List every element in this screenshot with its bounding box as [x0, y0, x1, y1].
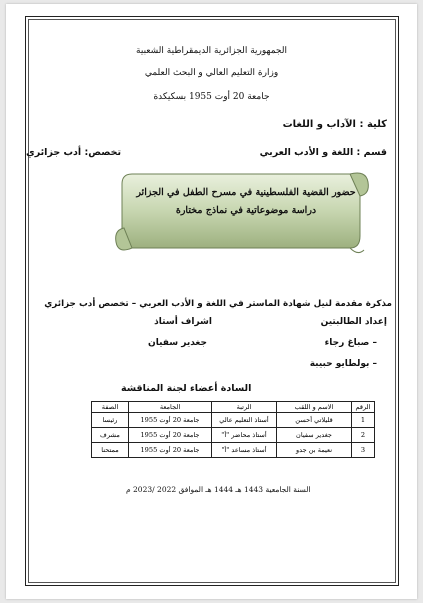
cell-university: جامعة 20 أوت 1955 [129, 443, 212, 458]
header-name: الاسم و اللقب [277, 402, 352, 413]
academic-year: السنة الجامعية 1443 هـ 1444 هـ الموافق 2022 /2023 م [126, 485, 311, 494]
table-row [92, 428, 375, 443]
cell-university: جامعة 20 أوت 1955 [129, 413, 212, 428]
student-2-text: بولطايو حبيبة [309, 359, 370, 369]
table-row [92, 413, 375, 428]
department-name: قسم : اللغة و الأدب العربي [259, 147, 387, 158]
document-page [6, 4, 417, 599]
student-2-name: – بولطايو حبيبة [309, 359, 377, 369]
faculty-name: كلية : الآداب و اللغات [282, 119, 387, 130]
student-1-text: صباغ رجاء [324, 338, 370, 348]
cell-university: جامعة 20 أوت 1955 [129, 428, 212, 443]
university-name: جامعة 20 أوت 1955 بسكيكدة [153, 92, 270, 102]
header-university: الجامعة [129, 402, 212, 413]
supervisor-label: اشراف أستاذ [154, 317, 212, 327]
cell-role: رئيسا [92, 413, 129, 428]
table-row [92, 443, 375, 458]
cell-number: 3 [352, 443, 375, 458]
cell-name: نعيمة بن جدو [277, 443, 352, 458]
cell-name: جغدير سفيان [277, 428, 352, 443]
ministry-name: وزارة التعليم العالي و البحث العلمي [144, 68, 279, 78]
cell-number: 2 [352, 428, 375, 443]
header-rank: الرتبة [212, 402, 277, 413]
thesis-title [136, 187, 356, 216]
jury-title: السادة أعضاء لجنة المناقشة [121, 383, 252, 394]
jury-table [91, 401, 375, 458]
memo-line: مذكرة مقدمة لنيل شهادة الماستر في اللغة و الأدب العربي – تخصص أدب جزائري [44, 299, 392, 309]
cell-rank: أستاذ محاضر "أ" [212, 428, 277, 443]
supervisor-name: جغدير سفيان [148, 338, 207, 348]
header-role: الصفة [92, 402, 129, 413]
thesis-title-line1: حضور القضية الفلسطينية في مسرح الطفل في الجزائر [136, 187, 356, 198]
cell-role: مشرف [92, 428, 129, 443]
cell-rank: أستاذ مساعد "أ" [212, 443, 277, 458]
republic-name: الجمهورية الجزائرية الديمقراطية الشعبية [136, 46, 287, 56]
thesis-title-line2: دراسة موضوعاتية في نماذج مختارة [175, 205, 317, 216]
students-label: إعداد الطالبتين [320, 317, 387, 327]
cell-rank: أستاذ التعليم عالي [212, 413, 277, 428]
header-number: الرقم [352, 402, 375, 413]
jury-header-row [92, 402, 375, 413]
student-1-name: – صباغ رجاء [324, 338, 377, 348]
cell-number: 1 [352, 413, 375, 428]
specialty-name: تخصص: أدب جزائري [26, 147, 122, 158]
cell-role: ممتحنا [92, 443, 129, 458]
cell-name: قليلاتي أحسن [277, 413, 352, 428]
